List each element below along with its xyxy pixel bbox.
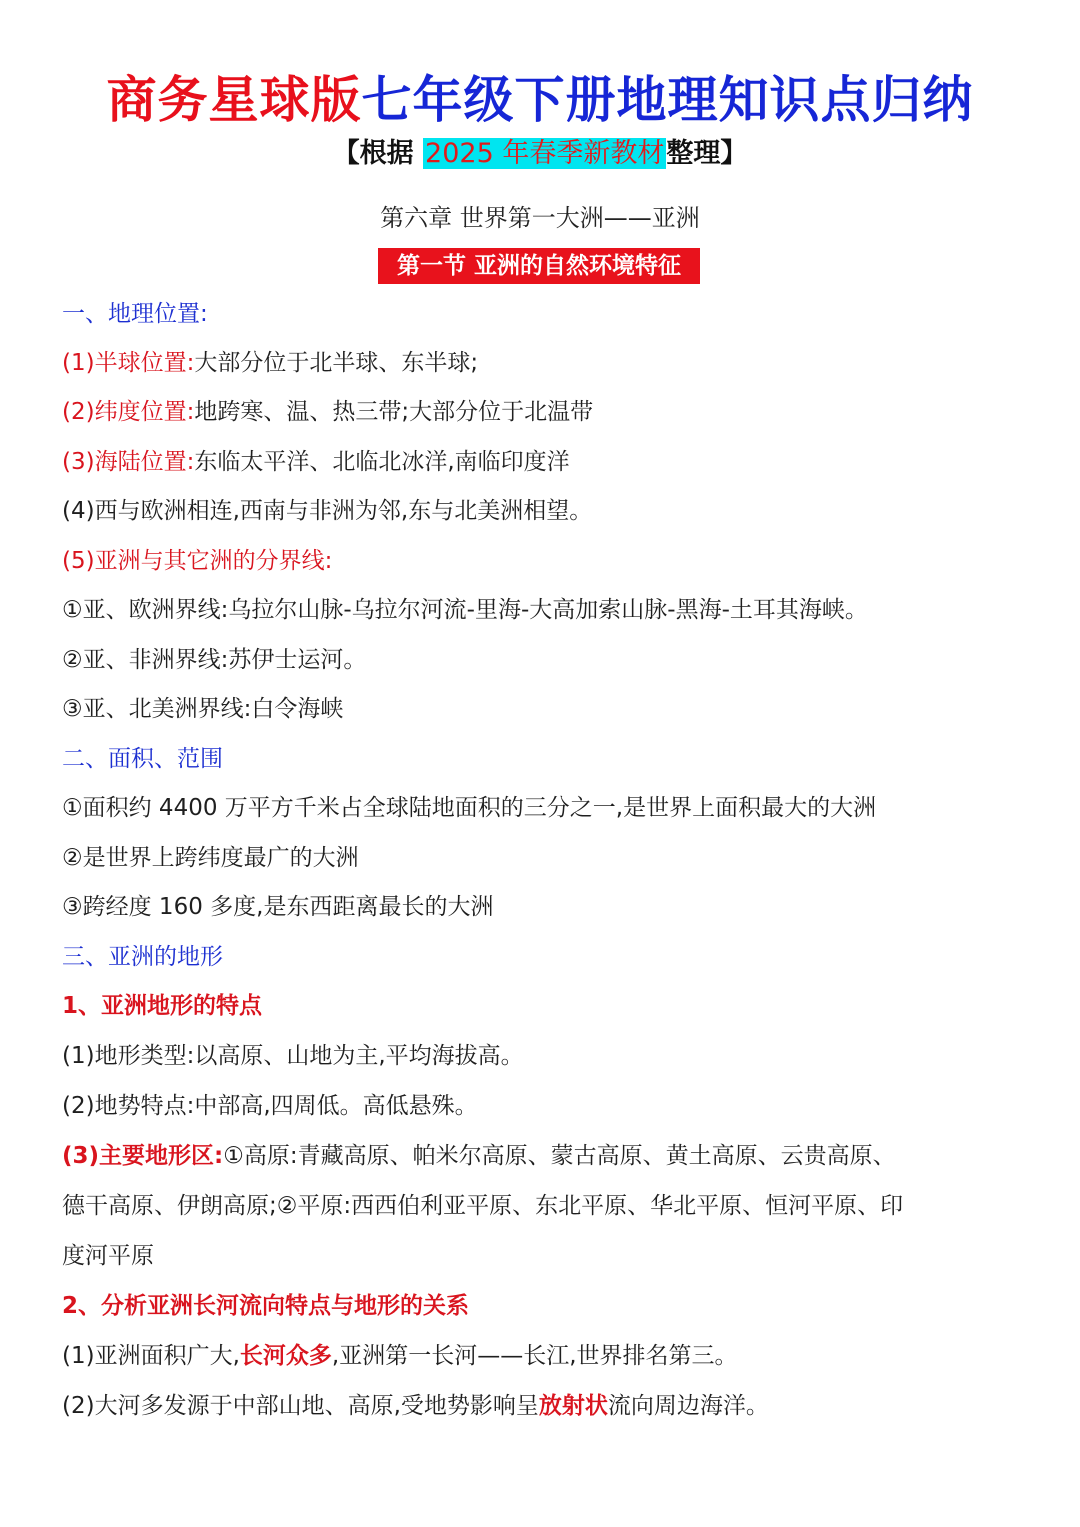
text-rivers-a: (1)亚洲面积广大, (62, 1343, 240, 1369)
label-major-terrain: (3)主要地形区: (62, 1143, 224, 1169)
line-asia-europe-boundary: ①亚、欧洲界线:乌拉尔山脉-乌拉尔河流-里海-大高加索山脉-黑海-土耳其海峡。 (62, 597, 868, 623)
line-latitude (62, 394, 593, 430)
emphasis-radial: 放射状 (538, 1393, 608, 1419)
text-hemisphere: 大部分位于北半球、东半球; (194, 350, 479, 376)
line-latitude-span: ②是世界上跨纬度最广的大洲 (62, 845, 359, 871)
subtitle-prefix: 【根据 (332, 138, 424, 169)
heading-area-extent: 二、面积、范围 (62, 746, 223, 772)
subheading-terrain-features: 1、亚洲地形的特点 (62, 993, 263, 1019)
heading-terrain: 三、亚洲的地形 (62, 944, 223, 970)
line-terrain-types: (1)地形类型:以高原、山地为主,平均海拔高。 (62, 1043, 524, 1069)
label-latitude: (2)纬度位置: (62, 399, 195, 425)
line-hemisphere (62, 345, 478, 381)
line-area: ①面积约 4400 万平方千米占全球陆地面积的三分之一,是世界上面积最大的大洲 (62, 795, 877, 821)
subtitle-highlight: 2025 年春季新教材 (425, 138, 665, 169)
line-rivers-many (62, 1338, 738, 1374)
line-plains: 德干高原、伊朗高原;②平原:西西伯利亚平原、东北平原、华北平原、恒河平原、印 (62, 1193, 904, 1219)
line-plains-cont: 度河平原 (62, 1243, 154, 1269)
text-rivers-c: ,亚洲第一长河——长江,世界排名第三。 (331, 1343, 738, 1369)
page-subtitle (0, 134, 1080, 174)
text-radial-c: 流向周边海洋。 (607, 1393, 769, 1419)
subtitle-suffix: 整理】 (666, 138, 748, 169)
line-boundaries-heading: (5)亚洲与其它洲的分界线: (62, 548, 333, 574)
text-latitude: 地跨寒、温、热三带;大部分位于北温带 (194, 399, 594, 425)
text-sea-land: 东临太平洋、北临北冰洋,南临印度洋 (194, 449, 570, 475)
section-banner: 第一节 亚洲的自然环境特征 (378, 248, 700, 284)
title-blue-part: 七年级下册地理知识点归纳 (361, 71, 974, 129)
label-hemisphere: (1)半球位置: (62, 350, 195, 376)
label-sea-land: (3)海陆位置: (62, 449, 195, 475)
text-radial-a: (2)大河多发源于中部山地、高原,受地势影响呈 (62, 1393, 539, 1419)
line-neighbors: (4)西与欧洲相连,西南与非洲为邻,东与北美洲相望。 (62, 498, 593, 524)
title-red-part: 商务星球版 (106, 71, 362, 129)
line-asia-north-america-boundary: ③亚、北美洲界线:白令海峡 (62, 696, 344, 722)
line-asia-africa-boundary: ②亚、非洲界线:苏伊士运河。 (62, 647, 367, 673)
line-longitude-span: ③跨经度 160 多度,是东西距离最长的大洲 (62, 894, 494, 920)
subheading-rivers: 2、分析亚洲长河流向特点与地形的关系 (62, 1293, 470, 1319)
emphasis-many-rivers: 长河众多 (239, 1343, 332, 1369)
line-rivers-radial (62, 1388, 769, 1424)
chapter-heading: 第六章 世界第一大洲——亚洲 (380, 204, 700, 232)
line-major-terrain-regions (62, 1138, 896, 1174)
text-plateaus: ①高原:青藏高原、帕米尔高原、蒙古高原、黄土高原、云贵高原、 (223, 1143, 896, 1169)
page-title (0, 68, 1080, 132)
line-terrain-slope: (2)地势特点:中部高,四周低。高低悬殊。 (62, 1093, 478, 1119)
line-sea-land (62, 444, 570, 480)
heading-location: 一、地理位置: (62, 301, 208, 327)
